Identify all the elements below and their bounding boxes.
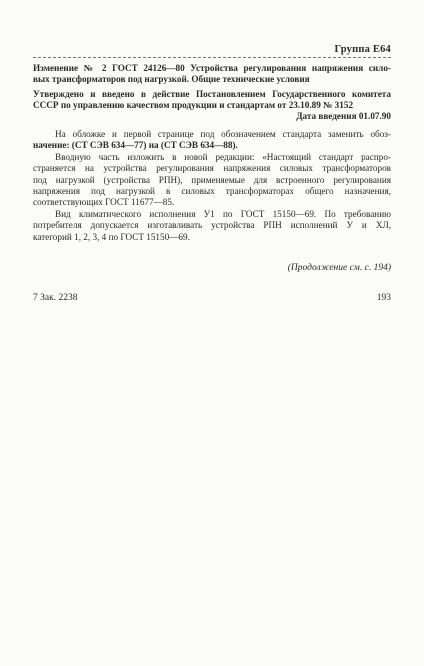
change-title — [33, 63, 391, 86]
approval-line-2: СССР по управлению качеством продукции и стандартам от 23.10.89 № 3152 — [33, 100, 354, 111]
paragraph-line-9: потребителя допускается изготавливать устройства РПН исполнений У и ХЛ, — [33, 220, 391, 231]
effective-date: Дата введения 01.07.90 — [296, 111, 391, 121]
group-label: Группа Е64 — [334, 44, 391, 55]
approval-statement — [33, 89, 391, 112]
change-title-line-2: вых трансформаторов под нагрузкой. Общие технические условия — [33, 74, 310, 85]
paragraph-line-6: напряжения под нагрузкой в силовых трансформаторах общего назначения, — [33, 186, 391, 197]
continuation-note: (Продолжение см. с. 194) — [287, 263, 391, 273]
paragraph-line-2: начение: (СТ СЭВ 634—77) на (СТ СЭВ 634—88). — [33, 140, 238, 151]
page-number: 193 — [376, 293, 391, 303]
paragraph-line-5: под нагрузкой (устройства РПН), применяемые для встроенного регулирования — [33, 174, 391, 185]
paragraph-line-8: Вид климатического исполнения У1 по ГОСТ 15150—69. По требованию — [55, 208, 391, 219]
paragraph-line-1: На обложке и первой странице под обозначением стандарта заменить обоз- — [55, 129, 391, 139]
paragraph-line-7: соответствующих ГОСТ 11677—85. — [33, 197, 175, 208]
change-title-line-1: Изменение № 2 ГОСТ 24126—80 Устройства регулирования напряжения сило- — [33, 63, 391, 73]
paragraph-line-3: Вводную часть изложить в новой редакции: «Настоящий стандарт распро- — [55, 151, 391, 162]
header-divider — [33, 57, 391, 58]
paragraph-line-4: страняется на устройства регулирования напряжения силовых трансформаторов — [33, 163, 391, 174]
order-number: 7 Зак. 2238 — [33, 293, 78, 303]
paragraph-line-10: категорий 1, 2, 3, 4 по ГОСТ 15150—69. — [33, 231, 190, 242]
body-text — [33, 129, 391, 243]
approval-line-1: Утверждено и введено в действие Постановлением Государственного комитета — [33, 89, 391, 99]
